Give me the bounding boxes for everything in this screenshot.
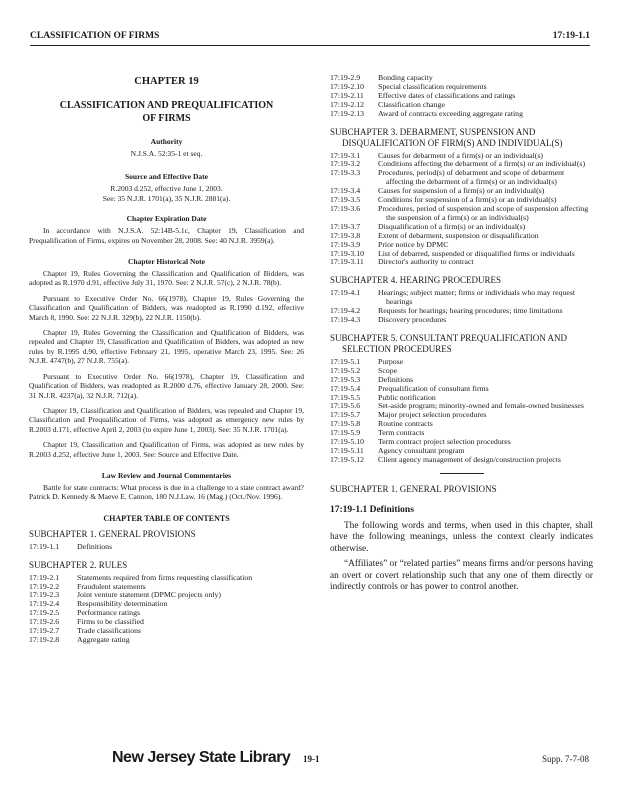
toc-subchapter-heading: SUBCHAPTER 2. RULES [29,559,128,570]
toc-entry-title: Prequalification of consultant firms [378,383,489,393]
toc-entry-number: 17:19-4.1 [330,288,361,298]
toc-entry-number: 17:19-4.3 [330,315,361,325]
toc-entry-number: 17:19-5.11 [330,446,364,455]
toc-entry-title: Requests for hearings; hearing procedures; time limitations [378,306,563,316]
running-header [30,31,590,43]
toc-entry-number: 17:19-2.7 [29,626,60,636]
toc-entry-title: Hearings; subject matter; firms or individuals who may request hearings [378,288,576,307]
toc-entry-number: 17:19-2.9 [330,73,361,82]
review-text: Battle for state contracts: What process is due in a challenge to a state contract award? Patrick D. Kennedy & Maeve E. Cannon, 180 N.J.Law. 16 (Mag.) (Oct./Nov. 1996). [29,482,304,502]
toc-entry-number: 17:19-1.1 [29,541,60,551]
toc-entry-number: 17:19-5.1 [330,356,361,366]
toc-entry-title: Extent of debarment, suspension or disqualification [378,230,539,240]
toc-entry [330,307,593,316]
toc-entry [29,609,304,618]
toc-entry-number: 17:19-5.12 [330,454,365,464]
toc-right-lead [330,74,593,119]
toc-entry-number: 17:19-3.10 [330,248,365,258]
toc-entry-title: Conditions affecting the debarment of a firm(s) or an individual(s) [378,159,586,169]
toc-entry-title: Joint venture statement (DPMC projects only) [77,590,222,600]
source-line1: R.2003 d.252, effective June 1, 2003. [110,184,223,194]
toc-entry-title: Causes for suspension of a firm(s) or an individual(s) [378,186,545,196]
toc-entry-title: Procedures, period of suspension and scope of suspension affecting the suspension of a firm(s) or an individual(s) [378,203,589,222]
toc-entry-number: 17:19-3.3 [330,168,361,178]
toc-subchapter-heading: SUBCHAPTER 3. DEBARMENT, SUSPENSION AND DISQUALIFICATION OF FIRM(S) AND INDIVIDUAL(S) [330,126,563,148]
toc-entry [29,600,304,609]
header-title: CLASSIFICATION OF FIRMS [30,31,160,41]
toc-entry [29,636,304,645]
left-column [29,76,304,645]
toc-entry-title: Purpose [378,356,404,366]
toc-entry-title: Definitions [77,541,113,551]
toc-entry-title: Public notification [378,392,436,402]
expiration-text: In accordance with N.J.S.A. 52:14B-5.1c, Chapter 19, Classification and Prequalification of Firms, expires on November 28, 2008. See: 40 N.J.R. 3959(a). [29,226,304,245]
toc-entry-number: 17:19-5.10 [330,437,365,447]
toc-entry-number: 17:19-2.10 [330,81,365,91]
toc-entry-title: Scope [378,365,398,375]
body-para2: “Affiliates” or “related parties” means firms and/or persons having an overt or covert relationship such that any one of them directly or indirectly controls or has power to control another. [330,559,593,593]
toc-entry-title: Award of contracts exceeding aggregate rating [378,108,523,118]
toc-entry [29,574,304,583]
toc-entry-number: 17:19-3.8 [330,230,361,240]
toc-entry-title: Causes for debarment of a firm(s) or an individual(s) [378,150,543,160]
history-note: Pursuant to Executive Order No. 66(1978), Chapter 19, Rules Governing the Classification and Qualification of Bidders, was readopted as R.1990 d.192, effective March 8, 1990. See: 22 N.J.R. 329(b), 22 N.J.R. 1150(b). [29,293,304,322]
page-number: 19-1 [303,754,320,764]
toc-entry-number: 17:19-3.11 [330,257,364,267]
toc-entry-title: Statements required from firms requesting classification [77,572,253,582]
toc-entry-title: Term contracts [378,428,425,438]
toc-entry [29,543,304,552]
page-footer [0,749,619,776]
body-subchapter: SUBCHAPTER 1. GENERAL PROVISIONS [330,483,497,494]
toc-entry-number: 17:19-2.5 [29,608,60,618]
toc-entry-number: 17:19-3.2 [330,159,361,169]
toc-entry-number: 17:19-3.9 [330,239,361,249]
expiration-heading: Chapter Expiration Date [126,214,207,224]
toc-right [330,127,593,465]
toc-entry [330,232,593,241]
library-name: New Jersey State Library [112,749,291,766]
toc-entry [330,358,593,367]
toc-left [29,529,304,645]
chapter-title-line2: OF FIRMS [142,113,191,124]
toc-entry [330,316,593,325]
toc-entry [330,420,593,429]
toc-entry [29,618,304,627]
toc-entry-title: Performance ratings [77,608,140,618]
right-column [330,74,593,594]
toc-entry-title: Procedures, period(s) of debarment and scope of debarment affecting the debarment of a firm(s) or an individual(s) [378,168,565,187]
toc-subchapter-heading: SUBCHAPTER 4. HEARING PROCEDURES [330,275,502,286]
chapter-number: CHAPTER 19 [134,76,199,87]
toc-entry-number: 17:19-5.5 [330,392,361,402]
toc-entry [330,258,593,267]
toc-entry-number: 17:19-5.3 [330,374,361,384]
toc-entry-number: 17:19-2.11 [330,90,364,100]
header-rule [30,45,590,46]
toc-entry-title: Trade classifications [77,626,142,636]
toc-entry-number: 17:19-3.7 [330,221,361,231]
toc-entry-number: 17:19-2.2 [29,581,60,591]
review-heading: Law Review and Journal Commentaries [101,470,232,480]
history-note: Chapter 19, Rules Governing the Classification and Qualification of Bidders, was adopted as R.1970 d.91, effective July 31, 1970. See: 2 N.J.R. 57(c), 2 N.J.R. 78(b). [29,269,304,288]
toc-entry [330,456,593,465]
toc-entry-number: 17:19-4.2 [330,306,361,316]
toc-entry-title: Bonding capacity [378,73,433,82]
chapter-title [29,99,304,125]
toc-entry [29,627,304,636]
toc-entry-number: 17:19-5.6 [330,401,361,411]
source-line2: See: 35 N.J.R. 1701(a), 35 N.J.R. 2881(a). [102,193,231,203]
toc-entry-number: 17:19-3.6 [330,203,361,213]
toc-entry [330,110,593,119]
toc-entry-title: Disqualification of a firm(s) or an individual(s) [378,221,526,231]
toc-end-rule [440,473,484,474]
toc-entry [330,385,593,394]
history-note: Pursuant to Executive Order No. 66(1978), Chapter 19, Classification and Qualification of Bidders, was readopted as R.2000 d.76, effective January 28, 2000. See: 31 N.J.R. 4237(a), 32 N.J.R. 712(a). [29,371,304,400]
toc-entry-number: 17:19-2.1 [29,572,60,582]
toc-entry-title: Firms to be classified [77,617,144,627]
toc-entry-title: Director's authority to contract [378,257,474,267]
header-section: 17:19-1.1 [552,31,590,41]
toc-entry-title: Term contract project selection procedures [378,437,511,447]
source-heading: Source and Effective Date [125,172,208,182]
toc-entry-title: Major project selection procedures [378,410,487,420]
toc-entry-number: 17:19-2.4 [29,599,60,609]
history-heading: Chapter Historical Note [128,257,205,267]
toc-entry-title: Classification change [378,99,445,109]
toc-entry-title: Fraudulent statements [77,581,146,591]
toc-entry [330,411,593,420]
toc-entry [330,367,593,376]
toc-entry-title: Discovery procedures [378,315,447,325]
toc-entry-number: 17:19-5.8 [330,419,361,429]
toc-entry-title: Set-aside program; minority-owned and female-owned businesses [378,401,584,411]
toc-entry-number: 17:19-3.4 [330,186,361,196]
toc-entry [330,205,593,223]
toc-entry-number: 17:19-2.3 [29,590,60,600]
toc-entry [330,169,593,187]
toc-entry-number: 17:19-2.12 [330,99,365,109]
authority-heading: Authority [150,137,183,146]
body-section-heading: 17:19-1.1 Definitions [330,504,414,515]
toc-entry-number: 17:19-3.5 [330,195,361,205]
toc-entry-number: 17:19-3.1 [330,150,361,160]
history-note: Chapter 19, Classification and Qualification of Firms, was adopted as new rules by R.2003 d.252, effective June 1, 2003. See: Source and Effective Date. [29,440,304,459]
toc-subchapter-heading: SUBCHAPTER 5. CONSULTANT PREQUALIFICATION AND SELECTION PROCEDURES [330,332,568,354]
toc-entry-title: Prior notice by DPMC [378,239,449,249]
history-note: Chapter 19, Rules Governing the Classification and Qualification of Bidders, was repealed and Chapter 19, Classification and Qualification of Bidders, was adopted as new rules by R.1995 d.90, effective February 21, 1995, operative March 23, 1995. See: 26 N.J.R. 4747(b), 27 N.J.R. 755(a). [29,328,304,366]
toc-entry-title: Conditions for suspension of a firm(s) or an individual(s) [378,195,557,205]
toc-entry [330,289,593,307]
toc-entry-title: Aggregate rating [77,635,130,644]
toc-entry-title: Effective dates of classifications and ratings [378,90,516,100]
toc-entry-number: 17:19-5.2 [330,365,361,375]
toc-entry-number: 17:19-2.13 [330,108,365,118]
toc-subchapter-heading: SUBCHAPTER 1. GENERAL PROVISIONS [29,528,196,539]
toc-entry-title: Client agency management of design/construction projects [378,454,561,464]
toc-entry-number: 17:19-5.7 [330,410,361,420]
history-note: Chapter 19, Classification and Qualification of Bidders, was repealed and Chapter 19, Classification and Prequalification of Firms, was adopted as emergency new rules by R.2003 d.171, effective April 2, 2003 (to expire June 1, 2003). See: 35 N.J.R. 1701(a). [29,405,304,434]
body-para1: The following words and terms, when used in this chapter, shall have the following meanings, unless the context clearly indicates otherwise. [330,520,593,554]
history-notes [29,269,304,459]
toc-entry-number: 17:19-5.4 [330,383,361,393]
chapter-title-line1: CLASSIFICATION AND PREQUALIFICATION [59,100,274,111]
toc-entry-number: 17:19-2.8 [29,635,60,644]
toc-entry [330,92,593,101]
toc-entry-title: Agency consultant program [378,446,465,455]
toc-entry-number: 17:19-2.6 [29,617,60,627]
toc-entry-number: 17:19-5.9 [330,428,361,438]
toc-heading: CHAPTER TABLE OF CONTENTS [103,513,230,523]
toc-entry-title: List of debarred, suspended or disqualified firms or individuals [378,248,575,258]
toc-entry-title: Special classification requirements [378,81,487,91]
authority-text: N.J.S.A. 52:35-1 et seq. [130,149,203,158]
supplement-date: Supp. 7-7-08 [542,754,589,764]
toc-entry-title: Definitions [378,374,414,384]
toc-entry-title: Routine contracts [378,419,433,429]
toc-entry-title: Responsibility determination [77,599,168,609]
